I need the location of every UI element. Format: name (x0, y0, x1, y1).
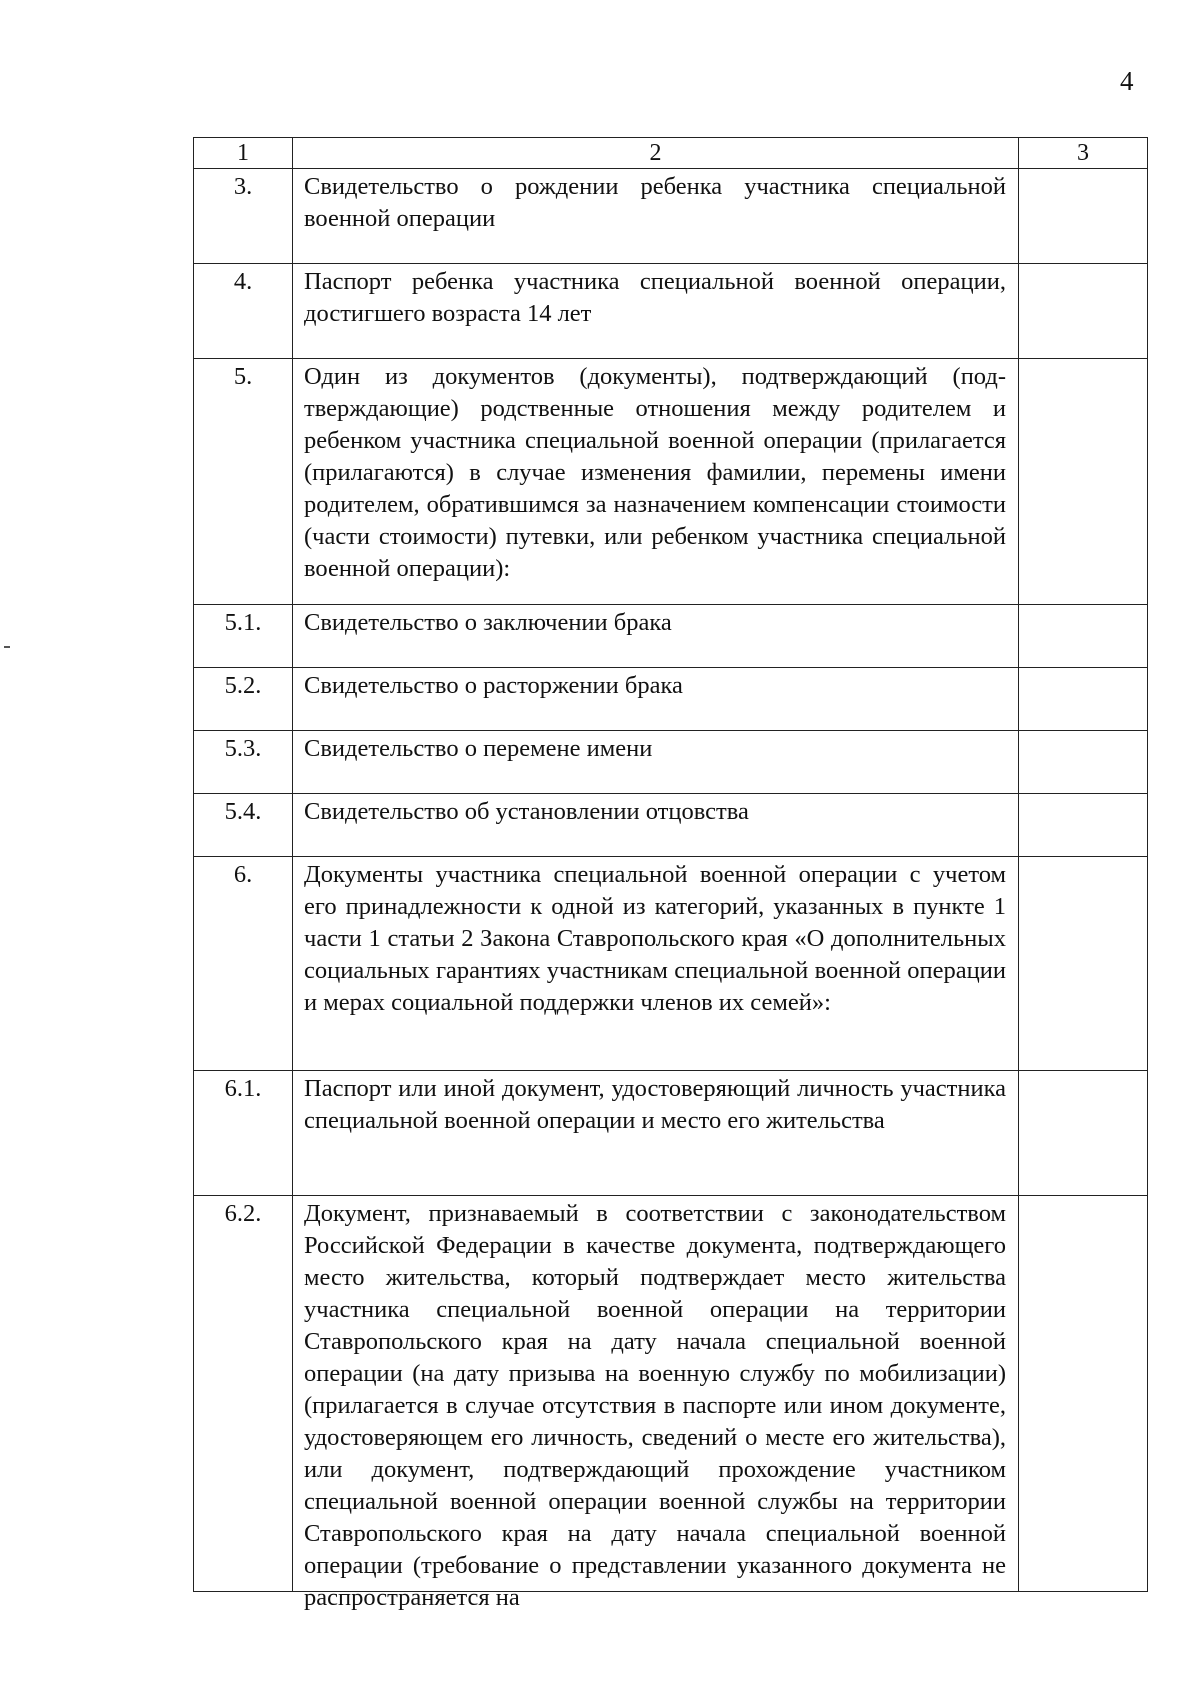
row-col3 (1019, 731, 1148, 794)
row-text: Паспорт ребенка участника специальной военной операции, достигшего возраста 14 лет (293, 264, 1019, 359)
row-number: 5. (194, 359, 293, 605)
header-col-2: 2 (293, 138, 1019, 169)
row-number: 6. (194, 857, 293, 1071)
row-text: Документ, признаваемый в соответствии с законодательством Российской Федерации в качестве документа, подтверждающего место жительства, который подтверждает место жительства участника специальной военной операции на территории Ставропольского края на дату начала специальной военной операции (на дату призыва на военную службу по мобилизации) (прилагается в случае отсутствия в паспорте или ином документе, удостоверяющем его личность, сведений о месте его жительства), или документ, подтверждающий прохождение участником специальной военной операции военной службы на территории Ставропольского края на дату начала специальной военной операции (требование о представлении указанного документа не распространяется на (304, 1200, 1006, 1611)
row-col3 (1019, 605, 1148, 668)
row-col3 (1019, 794, 1148, 857)
header-col-3: 3 (1019, 138, 1148, 169)
row-text: Один из документов (документы), подтверждающий (подтверждающие) родственные отношения между родителем и ребенком участника специальной военной операции (прилагается (прилагаются) в случае изменения фамилии, перемены имени родителем, обратившимся за назначением компенсации стоимости (части стоимости) путевки, или ребенком участника специальной военной операции): (293, 359, 1019, 605)
table-row (194, 731, 1148, 794)
row-col3 (1019, 169, 1148, 264)
row-text-cell (293, 1196, 1019, 1611)
row-col3 (1019, 668, 1148, 731)
row-text: Свидетельство о перемене имени (293, 731, 1019, 794)
row-number: 6.1. (194, 1071, 293, 1196)
table-header-row (194, 138, 1148, 169)
page-number: 4 (1120, 66, 1134, 96)
row-text: Свидетельство о расторжении брака (293, 668, 1019, 731)
row-number: 5.2. (194, 668, 293, 731)
row-text: Паспорт или иной документ, удостоверяющий личность участника специальной военной операции и место его жительства (293, 1071, 1019, 1196)
row-text: Свидетельство об установлении отцовства (293, 794, 1019, 857)
row-number: 5.4. (194, 794, 293, 857)
row-number: 3. (194, 169, 293, 264)
documents-table (193, 137, 1148, 1611)
row-col3 (1019, 359, 1148, 605)
table-row (194, 1071, 1148, 1196)
row-number: 5.1. (194, 605, 293, 668)
table-row (194, 1196, 1148, 1592)
row-col3 (1019, 857, 1148, 1071)
row-col3 (1019, 1196, 1148, 1592)
row-number: 4. (194, 264, 293, 359)
header-col-1: 1 (194, 138, 293, 169)
table-row (194, 668, 1148, 731)
row-text: Свидетельство о заключении брака (293, 605, 1019, 668)
row-col3 (1019, 264, 1148, 359)
scan-edge-mark (4, 646, 10, 648)
table-row (194, 169, 1148, 264)
table-row (194, 359, 1148, 605)
row-text: Свидетельство о рождении ребенка участника специальной военной операции (293, 169, 1019, 264)
row-col3 (1019, 1071, 1148, 1196)
table-row (194, 264, 1148, 359)
table-row (194, 857, 1148, 1071)
table-row (194, 605, 1148, 668)
row-number: 5.3. (194, 731, 293, 794)
row-text: Документы участника специальной военной операции с учетом его принадлежности к одной из категорий, указанных в пункте 1 части 1 статьи 2 Закона Ставропольского края «О дополнительных социальных гарантиях участникам специальной военной операции и мерах социальной поддержки членов их семей»: (293, 857, 1019, 1071)
row-number: 6.2. (194, 1196, 293, 1592)
table-row (194, 794, 1148, 857)
